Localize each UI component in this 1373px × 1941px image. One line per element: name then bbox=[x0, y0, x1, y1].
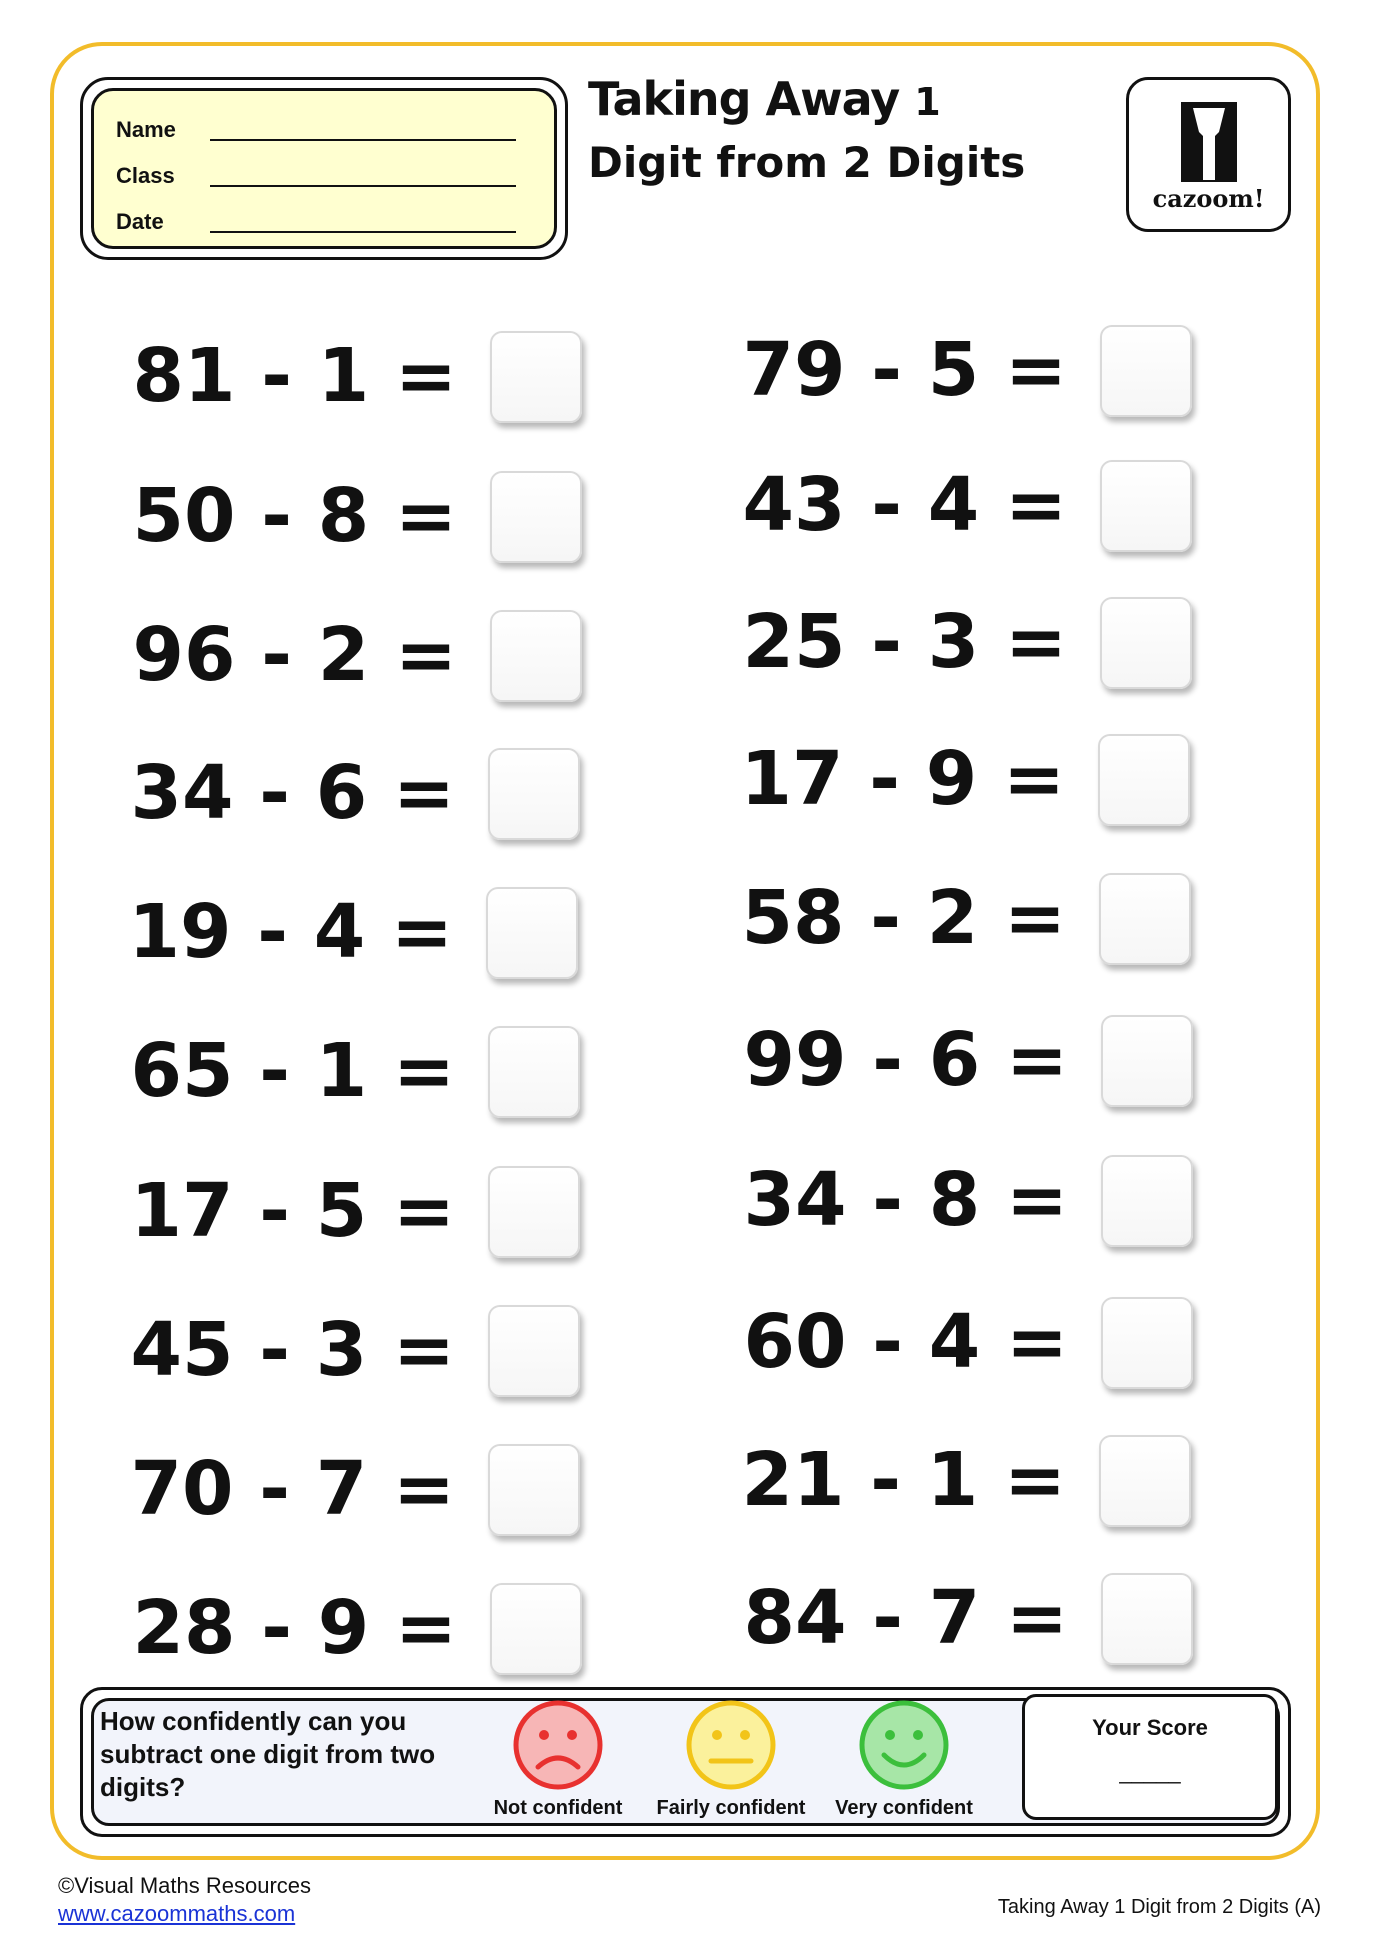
title-number: 1 bbox=[914, 80, 940, 124]
answer-box[interactable] bbox=[1101, 1573, 1193, 1665]
very-confident-option[interactable] bbox=[814, 1697, 994, 1820]
answer-box[interactable] bbox=[490, 471, 582, 563]
question-right-9 bbox=[741, 1430, 1191, 1530]
not-confident-option[interactable] bbox=[468, 1697, 648, 1820]
title-main: Taking Away bbox=[588, 72, 900, 126]
question-expression: 70 - 7 = bbox=[130, 1446, 455, 1532]
not-confident-label: Not confident bbox=[493, 1797, 623, 1819]
question-left-3 bbox=[132, 605, 582, 705]
answer-box[interactable] bbox=[488, 748, 580, 840]
confidence-question: How confidently can you subtract one digit from two digits? bbox=[100, 1706, 436, 1802]
question-left-9 bbox=[130, 1439, 580, 1539]
footer-sheet-title: Taking Away 1 Digit from 2 Digits (A) bbox=[997, 1896, 1321, 1918]
footer-credits bbox=[58, 1872, 311, 1928]
class-field[interactable] bbox=[116, 159, 516, 193]
question-expression: 19 - 4 = bbox=[128, 889, 453, 975]
worksheet-title bbox=[588, 72, 940, 126]
answer-box[interactable] bbox=[486, 887, 578, 979]
student-info-box bbox=[80, 77, 568, 260]
question-left-6 bbox=[130, 1021, 580, 1121]
very-confident-label: Very confident bbox=[835, 1797, 973, 1819]
answer-box[interactable] bbox=[1099, 873, 1191, 965]
question-left-7 bbox=[130, 1161, 580, 1261]
question-expression: 79 - 5 = bbox=[742, 327, 1067, 413]
name-field[interactable] bbox=[116, 113, 516, 147]
website-link[interactable]: www.cazoommaths.com bbox=[58, 1901, 296, 1926]
question-left-5 bbox=[128, 882, 578, 982]
question-right-1 bbox=[742, 320, 1192, 420]
date-line[interactable] bbox=[210, 231, 516, 233]
answer-box[interactable] bbox=[490, 610, 582, 702]
question-expression: 28 - 9 = bbox=[132, 1585, 457, 1671]
answer-box[interactable] bbox=[488, 1166, 580, 1258]
question-expression: 43 - 4 = bbox=[742, 462, 1067, 548]
worksheet-subtitle: Digit from 2 Digits bbox=[588, 138, 1026, 187]
answer-box[interactable] bbox=[488, 1444, 580, 1536]
class-line[interactable] bbox=[210, 185, 516, 187]
score-blank[interactable]: _____ bbox=[1119, 1759, 1181, 1784]
logo-icon bbox=[1181, 102, 1237, 182]
question-right-2 bbox=[742, 455, 1192, 555]
question-expression: 17 - 5 = bbox=[130, 1168, 455, 1254]
answer-box[interactable] bbox=[490, 1583, 582, 1675]
question-expression: 65 - 1 = bbox=[130, 1028, 455, 1114]
question-left-4 bbox=[130, 743, 580, 843]
fairly-confident-option[interactable] bbox=[641, 1697, 821, 1820]
sad-face-icon[interactable] bbox=[510, 1697, 606, 1793]
answer-box[interactable] bbox=[490, 331, 582, 423]
fairly-confident-label: Fairly confident bbox=[656, 1797, 806, 1819]
question-expression: 34 - 8 = bbox=[743, 1157, 1068, 1243]
question-left-1 bbox=[132, 326, 582, 426]
logo-text: cazoom! bbox=[1152, 184, 1265, 213]
question-expression: 99 - 6 = bbox=[743, 1017, 1068, 1103]
neutral-face-icon[interactable] bbox=[683, 1697, 779, 1793]
question-expression: 50 - 8 = bbox=[132, 473, 457, 559]
question-left-8 bbox=[130, 1300, 580, 1400]
question-expression: 60 - 4 = bbox=[743, 1299, 1068, 1385]
question-right-7 bbox=[743, 1150, 1193, 1250]
cazoom-logo bbox=[1126, 77, 1291, 232]
answer-box[interactable] bbox=[1100, 460, 1192, 552]
name-label: Name bbox=[116, 117, 176, 142]
question-right-10 bbox=[743, 1568, 1193, 1668]
question-expression: 17 - 9 = bbox=[740, 736, 1065, 822]
class-label: Class bbox=[116, 163, 175, 188]
question-expression: 81 - 1 = bbox=[132, 333, 457, 419]
question-right-8 bbox=[743, 1292, 1193, 1392]
question-expression: 21 - 1 = bbox=[741, 1437, 1066, 1523]
question-left-2 bbox=[132, 466, 582, 566]
question-expression: 25 - 3 = bbox=[742, 599, 1067, 685]
answer-box[interactable] bbox=[488, 1026, 580, 1118]
answer-box[interactable] bbox=[1101, 1297, 1193, 1389]
question-expression: 34 - 6 = bbox=[130, 750, 455, 836]
question-expression: 58 - 2 = bbox=[741, 875, 1066, 961]
answer-box[interactable] bbox=[1101, 1155, 1193, 1247]
score-title: Your Score bbox=[1092, 1715, 1208, 1740]
question-expression: 96 - 2 = bbox=[132, 612, 457, 698]
answer-box[interactable] bbox=[1098, 734, 1190, 826]
score-box[interactable] bbox=[1022, 1694, 1278, 1820]
answer-box[interactable] bbox=[1101, 1015, 1193, 1107]
question-right-5 bbox=[741, 868, 1191, 968]
question-expression: 84 - 7 = bbox=[743, 1575, 1068, 1661]
question-expression: 45 - 3 = bbox=[130, 1307, 455, 1393]
name-line[interactable] bbox=[210, 139, 516, 141]
answer-box[interactable] bbox=[1100, 597, 1192, 689]
question-left-10 bbox=[132, 1578, 582, 1678]
question-right-4 bbox=[740, 729, 1190, 829]
answer-box[interactable] bbox=[1099, 1435, 1191, 1527]
question-right-3 bbox=[742, 592, 1192, 692]
happy-face-icon[interactable] bbox=[856, 1697, 952, 1793]
date-label: Date bbox=[116, 209, 164, 234]
answer-box[interactable] bbox=[488, 1305, 580, 1397]
copyright-text: ©Visual Maths Resources bbox=[58, 1873, 312, 1898]
answer-box[interactable] bbox=[1100, 325, 1192, 417]
date-field[interactable] bbox=[116, 205, 516, 239]
question-right-6 bbox=[743, 1010, 1193, 1110]
